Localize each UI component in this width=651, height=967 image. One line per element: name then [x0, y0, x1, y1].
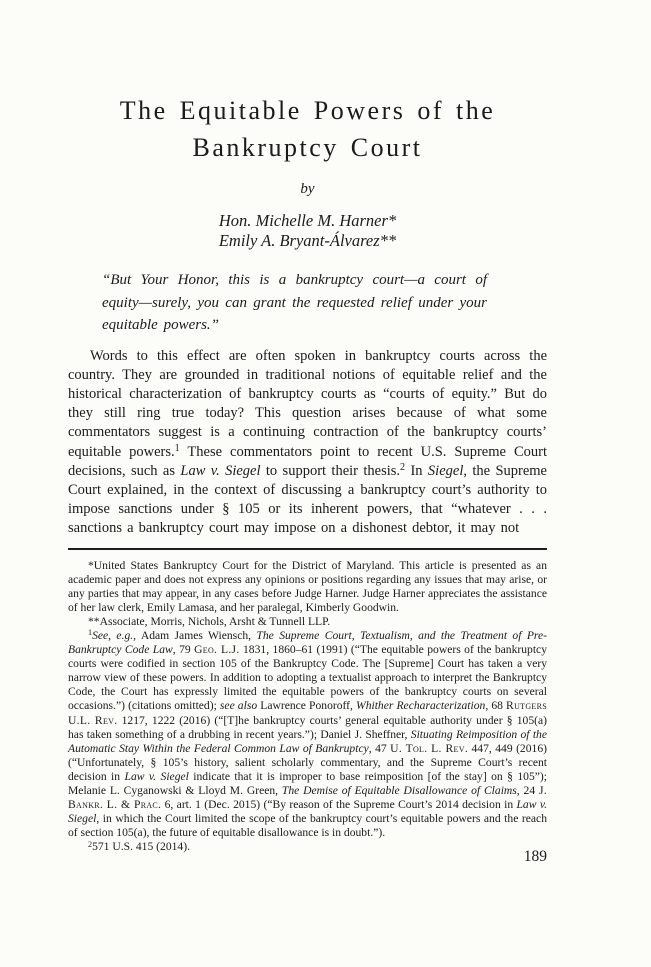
footnote — [68, 559, 547, 615]
footnote — [68, 629, 547, 840]
footnote-text: 571 U.S. 415 (2014). — [92, 840, 190, 854]
article-content — [68, 0, 547, 855]
epigraph-quote: “But Your Honor, this is a bankruptcy court—a court of equity—surely, you can grant the requested relief under your equitable powers.” — [102, 272, 487, 333]
footnote-marker: 2 — [88, 839, 93, 849]
footnote-text: Associate, Morris, Nichols, Arsht & Tunnell LLP. — [99, 614, 331, 628]
footnote-marker: * — [88, 558, 94, 572]
footnote — [68, 840, 547, 854]
author-list — [68, 211, 547, 251]
title-line-1: The Equitable Powers of the — [119, 96, 496, 125]
footnote-separator-rule — [68, 548, 547, 550]
author-name-1: Hon. Michelle M. Harner* — [218, 211, 397, 230]
footnote-marker: 1 — [88, 628, 93, 638]
byline: by — [300, 181, 315, 197]
body-paragraph: Words to this effect are often spoken in bankruptcy courts across the country. They are grounded in traditional notions of equitable relief and the historical characterization of bankruptcy courts as “courts of equity.” But do they still ring true today? This question arises because of what some commentators suggest is a continuing contraction of the bankruptcy courts’ equitable powers.$^1$ These commentators point to recent U.S. Supreme Court decisions, such as Law v. Siegel to support their thesis.$^2$ In Siegel, the Supreme Court explained, in the context of discussing a bankruptcy court’s authority to impose sanctions under § 105 or its inherent powers, that “whatever . . . sanctions a bankruptcy court may impose on a dishonest debtor, it may not — [68, 347, 547, 537]
author-name-2: Emily A. Bryant-Álvarez** — [218, 231, 397, 250]
page-number: 189 — [523, 848, 547, 865]
footnote-marker: ** — [88, 614, 100, 628]
footnote-text: See, e.g., Adam James Wiensch, The Supreme Court, Textualism, and the Treatment of Pre-Bankruptcy Code Law, 79 Geo. L.J. 1831, 1860–61 (1991) (“The equitable powers of the bankruptcy courts were codified in section 105 of the Bankruptcy Code. The [Supreme] Court has taken a very narrow view of these powers. In addition to adopting a textualist approach to interpret the Bankruptcy Code, the Court has expressly limited the equitable powers of the bankruptcy courts on several occasions.”) (citations omitted); see also Lawrence Ponoroff, Whither Recharacterization, 68 Rutgers U.L. Rev. 1217, 1222 (2016) (“[T]he bankruptcy courts’ general equitable authority under § 105(a) has taken something of a drubbing in recent years.”); Daniel J. Sheffner, Situating Reimposition of the Automatic Stay Within the Federal Common Law of Bankruptcy, 47 U. Tol. L. Rev. 447, 449 (2016) (“Unfortunately, § 105’s history, salient scholarly commentary, and the Supreme Court’s recent decision in Law v. Siegel indicate that it is improper to base reimposition [of the stay] on § 105”); Melanie L. Cyganowski & Lloyd M. Green, The Demise of Equitable Disallowance of Claims, 24 J. Bankr. L. & Prac. 6, art. 1 (Dec. 2015) (“By reason of the Supreme Court’s 2014 decision in Law v. Siegel, in which the Court limited the scope of the bankruptcy court’s equitable powers and the reach of section 105(a), the future of equitable disallowance is in doubt.”). — [68, 629, 547, 840]
footnote-text: United States Bankruptcy Court for the District of Maryland. This article is presented as an academic paper and does not express any opinions or positions regarding any issues that may arise, or any parties that may appear, in any cases before Judge Harner. Judge Harner appreciates the assistance of her law clerk, Emily Lamasa, and her paralegal, Kimberly Goodwin. — [68, 558, 547, 614]
title-line-2: Bankruptcy Court — [192, 133, 423, 162]
footnote — [68, 615, 547, 629]
article-title — [68, 92, 547, 166]
footnotes-list — [68, 559, 547, 855]
